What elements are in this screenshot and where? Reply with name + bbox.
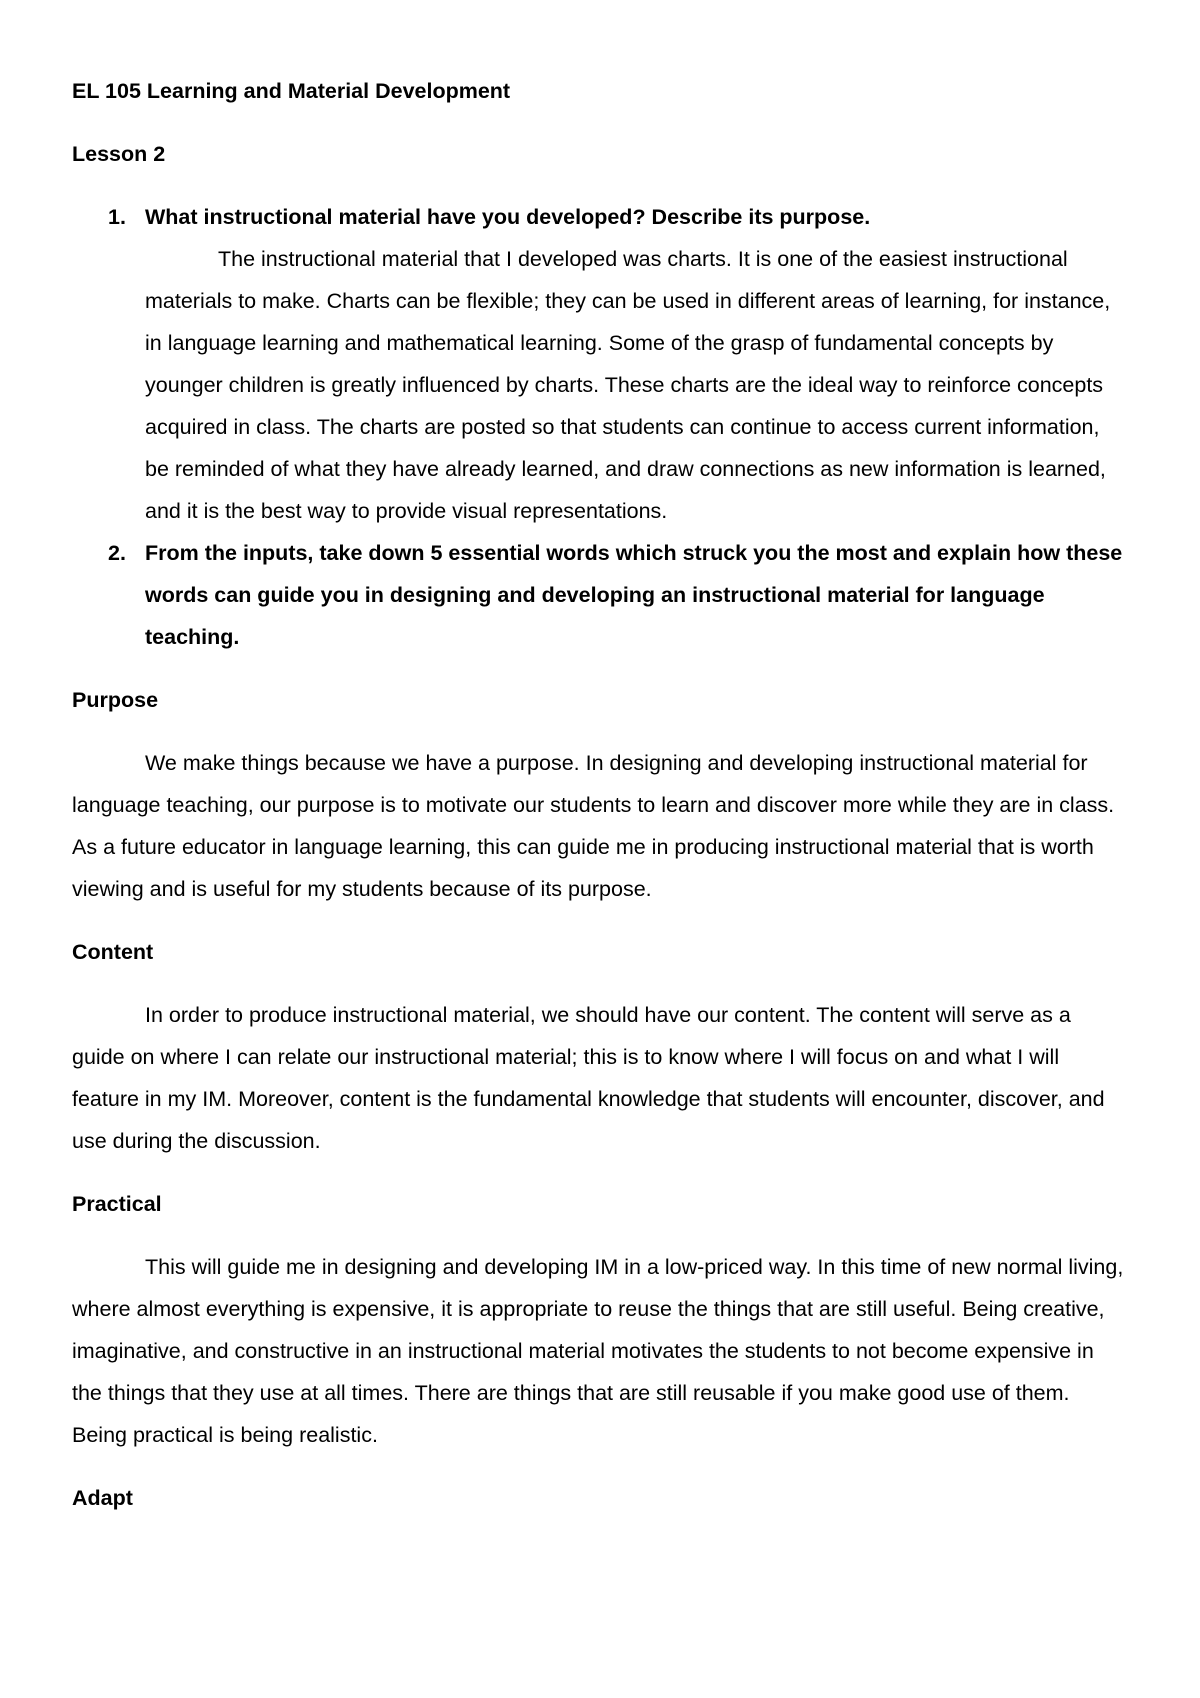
section-body-purpose: We make things because we have a purpose. In designing and developing instructional material for language teaching, our purpose is to motivate our students to learn and discover more while they are in class. As a future educator in language learning, this can guide me in producing instructional material that is worth viewing and is useful for my students because of its purpose. bbox=[72, 751, 1115, 901]
question-text: From the inputs, take down 5 essential words which struck you the most and explain how these words can guide you in designing and developing an instructional material for language teaching. bbox=[145, 541, 1123, 649]
section-heading-practical: Practical bbox=[72, 1192, 162, 1216]
section-heading-content: Content bbox=[72, 940, 154, 964]
question-answer: The instructional material that I developed was charts. It is one of the easiest instructional materials to make. Charts can be flexible; they can be used in different areas of learning, for instance, in language learning and mathematical learning. Some of the grasp of fundamental concepts by younger children is greatly influenced by charts. These charts are the ideal way to reinforce concepts acquired in class. The charts are posted so that students can continue to access current information, be reminded of what they have already learned, and draw connections as new information is learned, and it is the best way to provide visual representations. bbox=[145, 247, 1111, 523]
question-number: 2. bbox=[108, 541, 126, 565]
document-title: EL 105 Learning and Material Development bbox=[72, 79, 511, 103]
section-heading-adapt: Adapt bbox=[72, 1486, 133, 1510]
question-item bbox=[72, 532, 1128, 658]
section-heading-purpose: Purpose bbox=[72, 688, 159, 712]
question-number: 1. bbox=[108, 205, 126, 229]
lesson-label: Lesson 2 bbox=[72, 142, 166, 166]
question-item bbox=[72, 196, 1128, 532]
question-list bbox=[72, 196, 1128, 658]
question-text: What instructional material have you developed? Describe its purpose. bbox=[145, 205, 871, 229]
section-body-practical: This will guide me in designing and developing IM in a low-priced way. In this time of new normal living, where almost everything is expensive, it is appropriate to reuse the things that are still useful. Being creative, imaginative, and constructive in an instructional material motivates the students to not become expensive in the things that they use at all times. There are things that are still reusable if you make good use of them. Being practical is being realistic. bbox=[72, 1255, 1124, 1447]
section-body-content: In order to produce instructional material, we should have our content. The content will serve as a guide on where I can relate our instructional material; this is to know where I will focus on and what I will feature in my IM. Moreover, content is the fundamental knowledge that students will encounter, discover, and use during the discussion. bbox=[72, 1003, 1105, 1153]
